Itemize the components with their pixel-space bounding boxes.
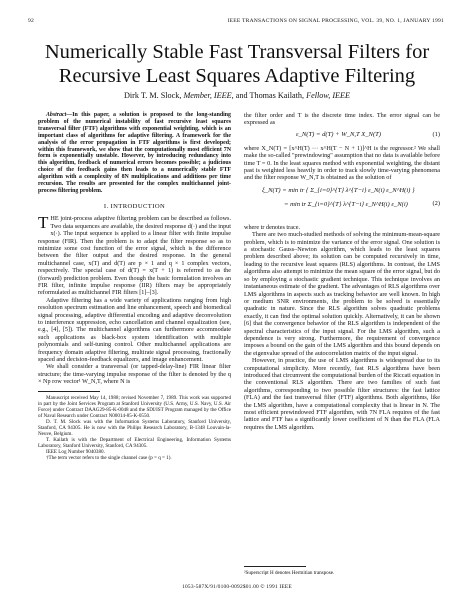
equation-1: [244, 131, 440, 141]
author-1-affiliation: Member, IEEE,: [183, 91, 234, 100]
equation-1-body: ε_N(T) = d(T) + W_N,T X_N(T): [296, 130, 382, 138]
equation-2-line-2: = min tr Σ_{i=0}^{T} λ^{T−i} ε_N^H(i) ε_N(i): [284, 200, 408, 208]
footnote-received: Manuscript received May 14, 1988; revised November 7, 1989. This work was supported in part by the Joint Services Program at Stanford University (U.S. Army, U.S. Navy, U.S. Air Force) under Contract DAAG29-85-K-0048 and the SDI/IST Program managed by the Office of Naval Research under Contract N00014-85-K-0550.: [38, 394, 231, 419]
author-line: [20, 91, 454, 100]
right-paragraph-2: where X_N(T) = [x^H(T) ··· x^H(T − N + 1)]^H is the regressor.² We shall make the so-called "prewindowing" assumption that no data is available before time T = 0. In the least squares method with exponential weighting, the distant past is weighted less heavily in order to track slowly time-varying phenomena and the filter response W_N,T is obtained as the solution of: [244, 144, 440, 182]
footnote-kailath: T. Kailath is with the Department of Electrical Engineering, Information Systems Laboratory, Stanford University, Stanford, CA 94305.: [38, 436, 231, 449]
footnote-rule: [38, 391, 100, 392]
footnote-hermitian: ²Superscript H denotes Hermitian transpose.: [244, 570, 335, 576]
equation-2-number: (2): [432, 199, 440, 207]
title-line-1: Numerically Stable Fast Transversal Filters for: [44, 41, 430, 63]
footnote-vector-term: †The term vector refers to the single channel case (p = q = 1).: [46, 454, 172, 461]
intro-paragraph-3: We shall consider a transversal (or tapped-delay-line) FIR linear filter structure; the time-varying impulse response of the filter is denoted by the q × Np row vector¹ W_N,T, where N is: [38, 363, 231, 386]
intro-paragraph-1-text: HE joint-process adaptive filtering problem can be described as follows. Two data sequences are available, the desired response d(·) and the input x(·). The input sequence is applied to a linear filter with finite impulse response (FIR). Then the problem is to adapt the filter response so as to minimize some cost function of the error signal, which is the difference between the filter output and the desired response. In the general multichannel case, x(T) and d(T) are p × 1 and q × 1 complex vectors, respectively. The special case of d(T) = x(T + 1) is referred to as the (forward) prediction problem. Even though the basic formulation involves an FIR filter, infinite impulse response (IIR) filters may be appropriately reformulated as multichannel FIR filters [1]–[3].: [38, 215, 231, 297]
left-column: [38, 112, 231, 461]
intro-paragraph-1: [38, 215, 231, 296]
equation-2: [244, 186, 440, 220]
footnote-log-number: IEEE Log Number 9040380.: [46, 448, 105, 455]
abstract: [38, 112, 231, 195]
journal-header: IEEE TRANSACTIONS ON SIGNAL PROCESSING, VOL. 39, NO. 1, JANUARY 1991: [227, 18, 444, 24]
title-line-2: Recursive Least Squares Adaptive Filtering: [58, 65, 416, 87]
equation-2-line-1: ξ_N(T) = min tr { Σ_{i=0}^{T} λ^{T−i} ε_N(i) ε_N^H(i) }: [262, 186, 415, 194]
right-column: [244, 112, 440, 431]
footnote-slock: D. T. M. Slock was with the Information Systems Laboratory, Stanford University, Stanford, CA 94305. He is now with the Philips Research Laboratory, B-1348 Louvain-la-Neuve, Belgium.: [38, 418, 231, 437]
running-head: [28, 18, 444, 28]
author-1-name: Dirk T. M. Slock,: [123, 91, 182, 100]
author-2-name: and Thomas Kailath,: [235, 91, 305, 100]
paper-title: [20, 40, 454, 88]
right-paragraph-5: However, in practice, the use of LMS algorithms is widespread due to its computational simplicity. More recently, fast RLS algorithms have been introduced that circumvent the computational burden of the Riccati equation in the conventional RLS algorithm. There are two families of such fast algorithms, corresponding to two possible filter structures: the fast lattice (FLA) and the fast transversal filter (FTF) algorithms. Both algorithms, like the LMS algorithm, have a computational complexity that is linear in N. The most efficient prewindowed FTF algorithm, with 7N FLA requires of the fast lattice and FTF has a significantly lower coefficient of N than the FLA (FLA requires the LMS algorithm.: [244, 357, 440, 431]
abstract-text: —In this paper, a solution is proposed to the long-standing problem of the numerical instability of fast recursive least squares transversal filter (FTF) algorithms with exponential weighting, which is an important class of algorithms for adaptive filtering. A framework for the analysis of the error propagation in FTF algorithms is first developed; within this framework, we show that the computationally most efficient 7N form is exponentially unstable. However, by introducing redundancy into this algorithm, feedback of numerical errors becomes possible; a judicious choice of the feedback gains then leads to a numerically stable FTF algorithm with a complexity of 8N multiplications and additions per time recursion. The results are presented for the complex multichannel joint-process filtering problem.: [38, 112, 231, 194]
section-heading-introduction: I. INTRODUCTION: [103, 202, 166, 210]
right-paragraph-3: where tr denotes trace.: [244, 223, 301, 231]
equation-2-lines: [262, 186, 415, 210]
abstract-lead: Abstract: [46, 112, 67, 118]
right-paragraph-4: There are two much-studied methods of solving the minimum-mean-square problem, which is to minimize the variance of the error signal. One solution is a stochastic Gauss–Newton algorithm, which leads to the least squares problem described above; its solution can be computed recursively in time, leading to the recursive least squares (RLS) algorithms. In contrast, the LMS algorithms also attempt to minimize the mean square of the error signal, but do so by employing a stochastic gradient technique. This technique involves an instantaneous estimate of the gradient. The advantages of RLS algorithms over LMS algorithms in aspects such as tracking behavior are well known. In high or medium SNR environments, the problem to be solved is essentially quadratic in nature. Since the RLS algorithm solves quadratic problems exactly, it can find the optimal solution quickly. Alternatively, it can be shown [6] that the convergence behavior of the RLS algorithm is independent of the spectral characteristics of the input signal. For the LMS algorithm, such a dependence is very strong. Furthermore, the requirement of convergence imposes a bound on the gain of the LMS algorithm and this bound depends on the eigenvalue spread of the autocorrelation matrix of the input signal.: [244, 231, 440, 357]
right-paragraph-1: the filter order and T is the discrete time index. The error signal can be expressed as: [244, 112, 440, 127]
equation-1-number: (1): [432, 130, 440, 138]
right-footnote-rule: [244, 566, 306, 567]
intro-paragraph-2: Adaptive filtering has a wide variety of applications ranging from high resolution spectrum estimation and line enhancement, speech and biomedical signal processing, adaptive differential encoding and adaptive deconvolution to interference suppression, echo cancellation and channel equalization (see, e.g., [4], [5]). The multichannel algorithms can furthermore accommodate such applications as black-box system identification with multiple polynomials and self-tuning control. Other multichannel applications are frequency domain adaptive filtering, multirate signal processing, fractionally spaced and decision-feedback equalizers, and image enhancement.: [38, 296, 231, 363]
author-2-affiliation: Fellow, IEEE: [306, 91, 351, 100]
page-number: 92: [28, 18, 34, 24]
drop-cap: T: [38, 213, 49, 233]
right-footnote: [244, 566, 440, 576]
copyright-line: 1053-587X/91/0100-0092$01.00 © 1991 IEEE: [182, 584, 292, 590]
